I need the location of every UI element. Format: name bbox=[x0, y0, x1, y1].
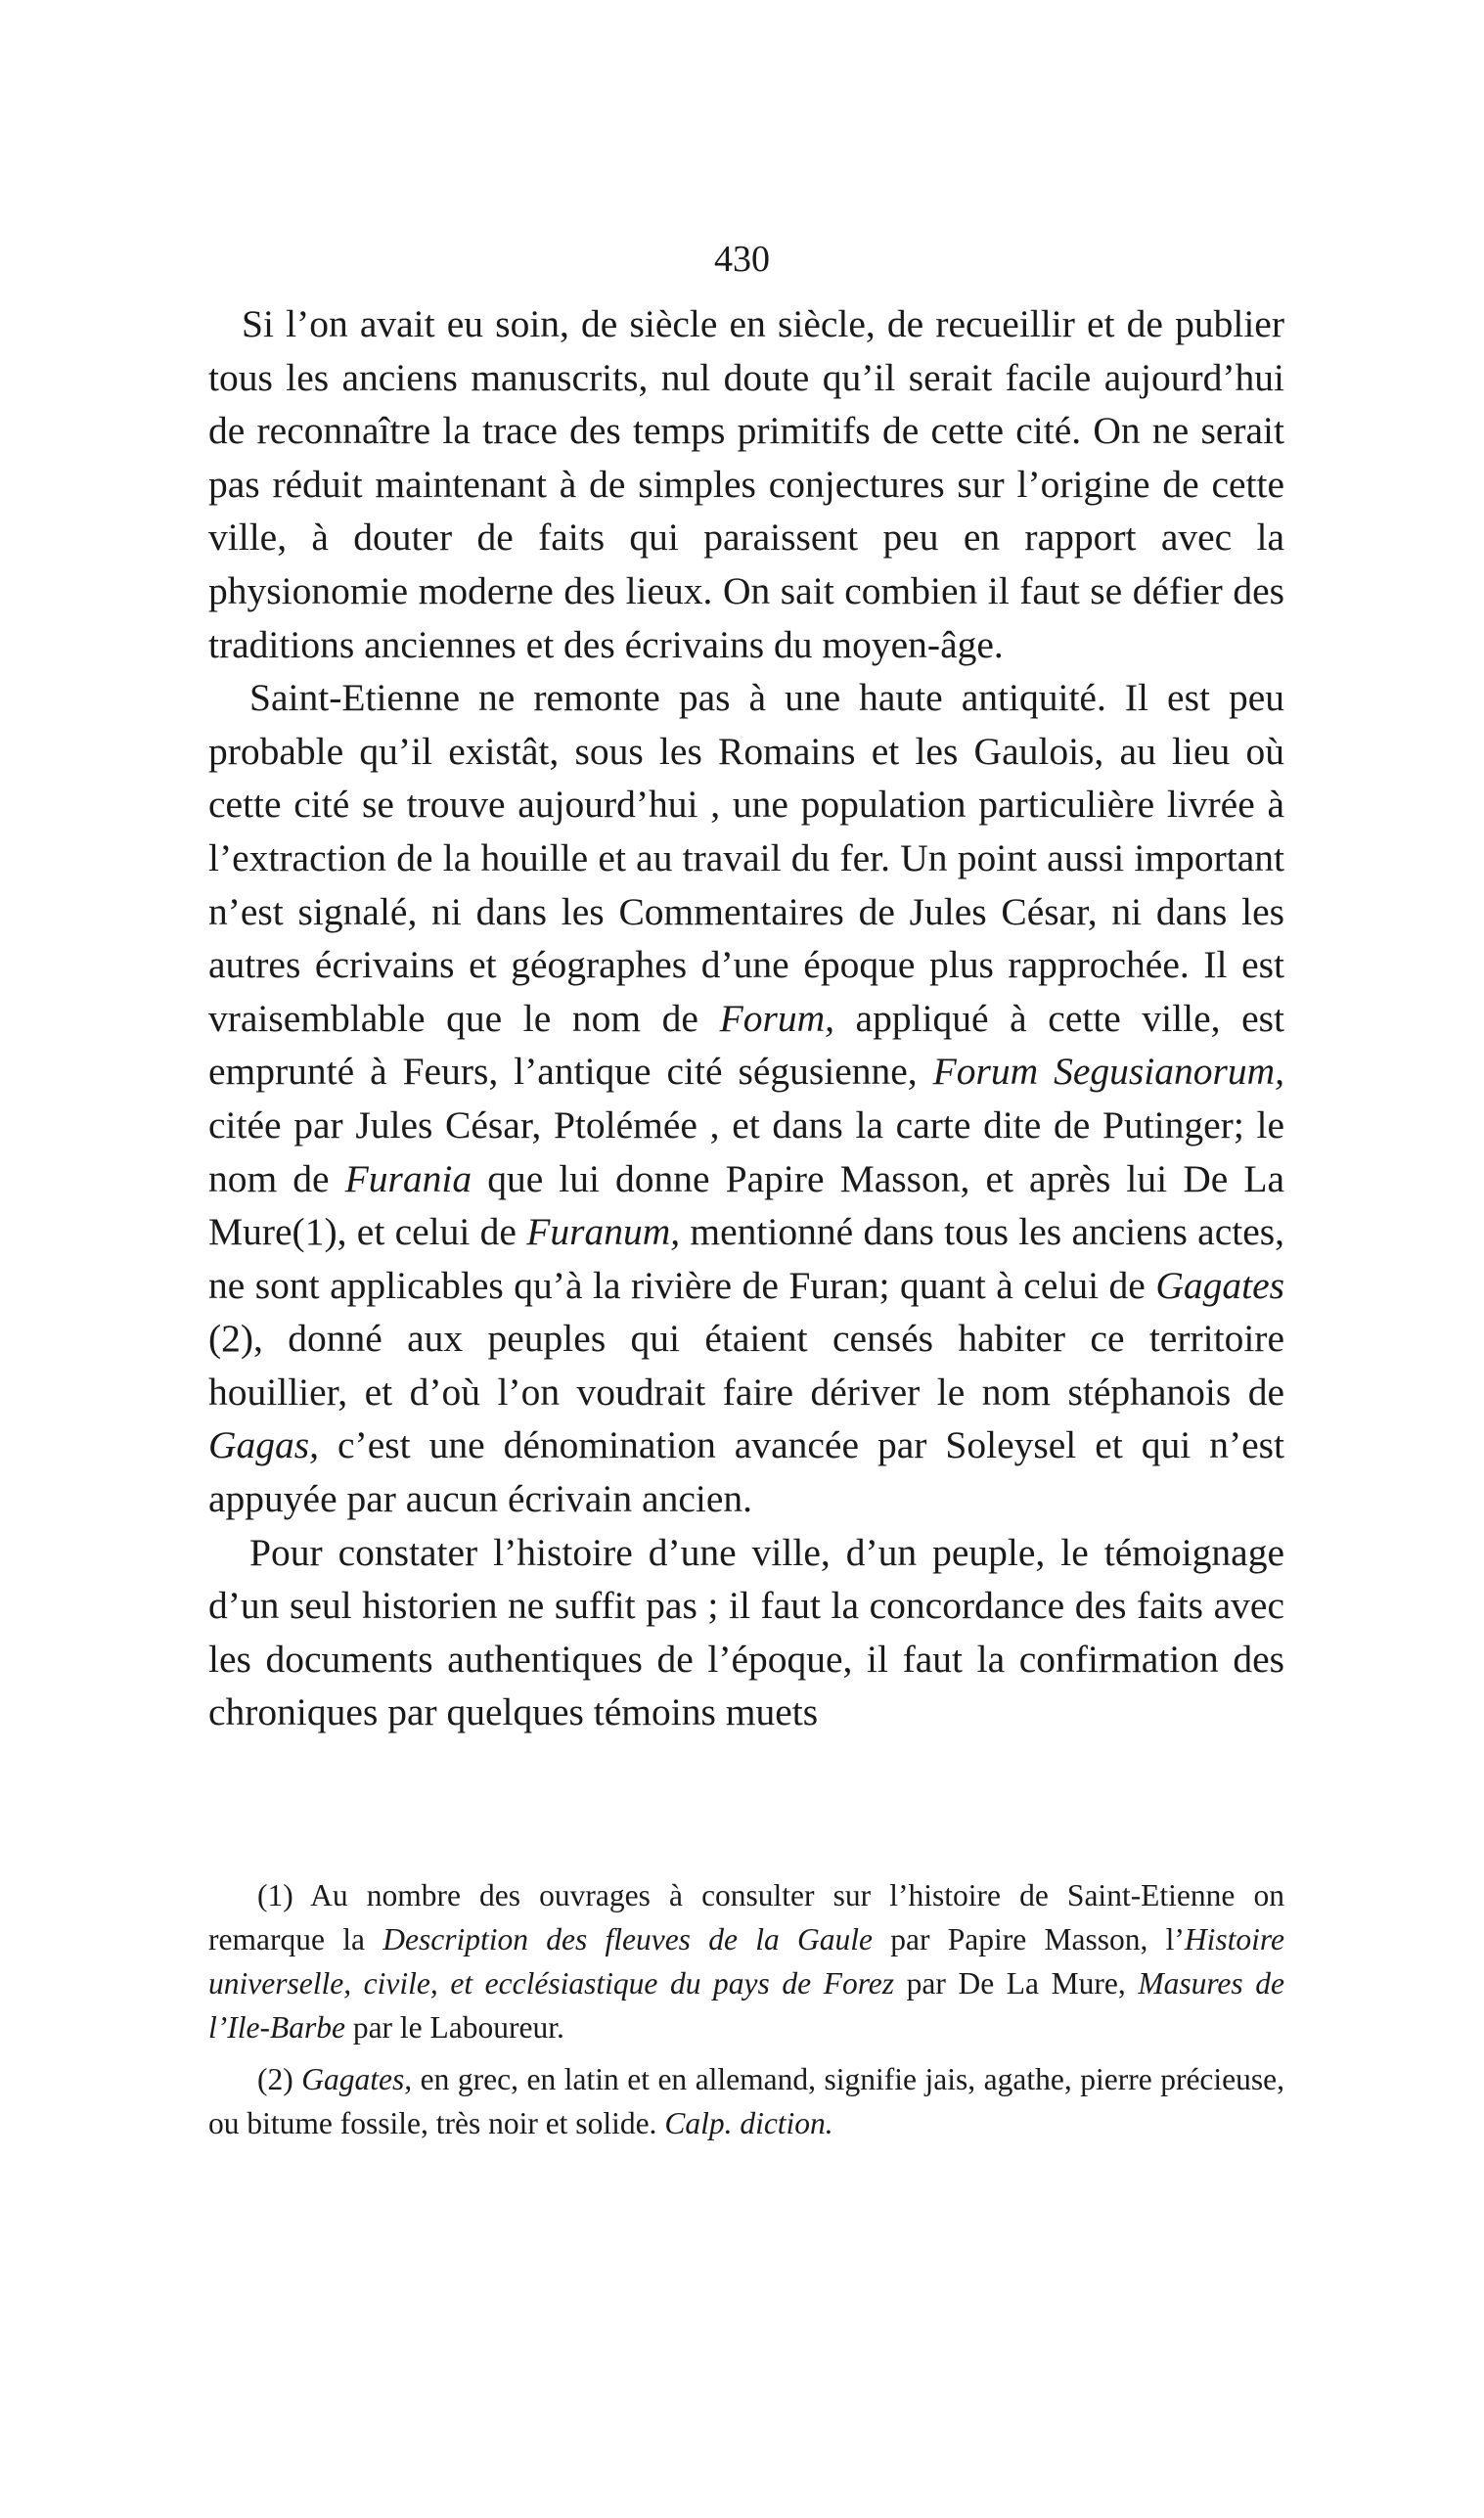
text-run: citée par Jules César, Ptolémée , et dans la carte dite de Putinger; le nom de bbox=[208, 1102, 1284, 1200]
italic-term: Forum Segusianorum, bbox=[932, 1050, 1284, 1094]
italic-term: Gagas, bbox=[208, 1423, 320, 1467]
paragraph bbox=[208, 671, 1284, 1526]
text-run: Si l’on avait eu soin, de siècle en siècle, de recueillir et de publier tous les anciens manuscrits, nul doute qu’il serait facile aujourd’hui de reconnaître la trace des temps primitifs de cette cité. On ne serait pas réduit maintenant à de simples conjectures sur l’origine de cette ville, à douter de faits qui paraissent peu en rapport avec la physionomie moderne des lieux. On sait combien il faut se défier des traditions anciennes et des écrivains du moyen-âge. bbox=[208, 302, 1284, 666]
text-run: par Papire Masson, l’ bbox=[872, 1922, 1185, 1956]
text-run: par le Laboureur. bbox=[344, 2010, 564, 2045]
italic-title: Description des fleuves de la Gaule bbox=[382, 1922, 873, 1956]
italic-title: Histoire universelle, civile, et ecclésiastique du pays de Forez bbox=[208, 1922, 1284, 2001]
paragraph bbox=[208, 1526, 1284, 1739]
italic-term: Gagates, bbox=[301, 2062, 413, 2096]
footnote-1 bbox=[208, 1873, 1284, 2049]
italic-term: Furania bbox=[344, 1156, 472, 1200]
italic-title: Masures de l’Ile-Barbe bbox=[208, 1966, 1285, 2045]
italic-citation: Calp. diction. bbox=[664, 2106, 833, 2140]
italic-term: Gagates bbox=[1155, 1263, 1284, 1307]
footnote-2 bbox=[208, 2057, 1284, 2145]
text-run: (2), donné aux peuples qui étaient censés habiter ce territoire houillier, et d’où l’on voudrait faire dériver le nom stéphanois de bbox=[208, 1317, 1284, 1414]
text-run: (1) Au nombre des ouvrages à consulter sur l’histoire de Saint-Etienne on remarque la bbox=[208, 1878, 1284, 1956]
text-run: par De La Mure, bbox=[894, 1966, 1139, 2001]
text-run: (2) bbox=[257, 2062, 302, 2096]
text-run: Pour constater l’histoire d’une ville, d’un peuple, le témoignage d’un seul historien ne suffit pas ; il faut la concordance des faits avec les documents authentiques de l’époque, il faut la confirmation des chroniques par quelques témoins muets bbox=[208, 1530, 1284, 1734]
text-run: que lui donne Papire Masson, et après lui De La Mure(1), et celui de bbox=[208, 1156, 1284, 1254]
text-run: appliqué à cette ville, est emprunté à Feurs, l’antique cité ségusienne, bbox=[208, 996, 1284, 1094]
text-run: c’est une dénomination avancée par Soleysel et qui n’est appuyée par aucun écrivain ancien. bbox=[208, 1423, 1284, 1521]
text-run: en grec, en latin et en allemand, signifie jais, agathe, pierre précieuse, ou bitume fossile, très noir et solide. bbox=[208, 2062, 1284, 2140]
page-number: 430 bbox=[714, 239, 770, 280]
main-text bbox=[208, 297, 1284, 1739]
italic-term: Forum, bbox=[719, 996, 834, 1040]
text-run: Saint-Etienne ne remonte pas à une haute antiquité. Il est peu probable qu’il existât, sous les Romains et les Gaulois, au lieu où cette cité se trouve aujourd’hui , une population particulière livrée à l’extraction de la houille et au travail du fer. Un point aussi important n’est signalé, ni dans les Commentaires de Jules César, ni dans les autres écrivains et géographes d’une époque plus rapprochée. Il est vraisemblable que le nom de bbox=[208, 676, 1284, 1040]
text-run: mentionné dans tous les anciens actes, ne sont applicables qu’à la rivière de Furan; quant à celui de bbox=[208, 1210, 1285, 1307]
italic-term: Furanum, bbox=[526, 1210, 681, 1254]
paragraph bbox=[208, 297, 1284, 671]
footnotes bbox=[208, 1873, 1284, 2153]
